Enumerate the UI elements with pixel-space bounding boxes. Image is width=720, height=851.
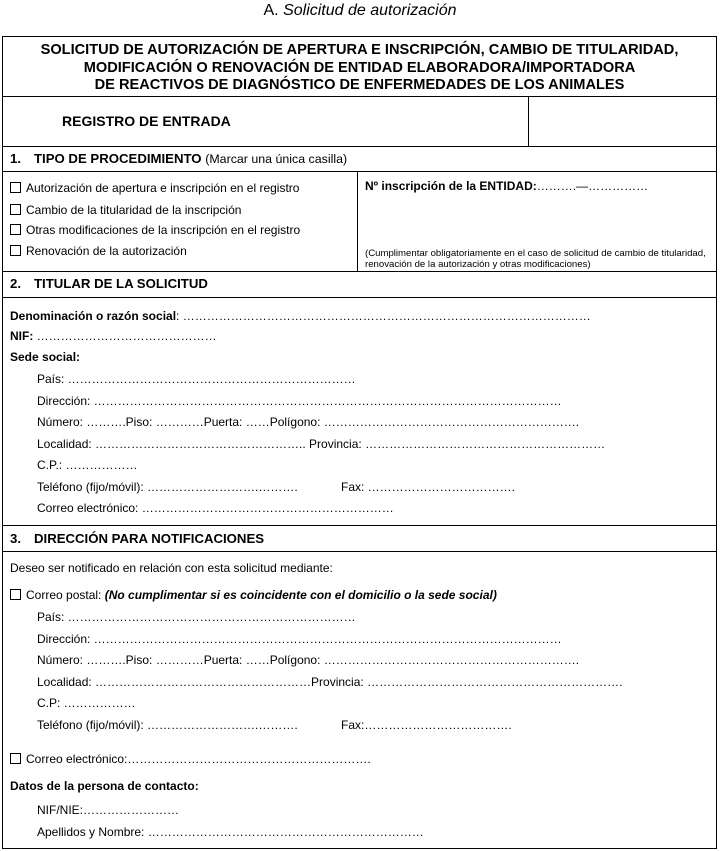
section2-header <box>10 276 208 291</box>
option-correo-electronico[interactable] <box>10 752 371 766</box>
form-title-line-2: MODIFICACIÓN O RENOVACIÓN DE ENTIDAD ELABORADORA/IMPORTADORA <box>83 59 636 76</box>
inscripcion-field[interactable] <box>365 179 648 193</box>
inscripcion-note-line-2: renovación de la autorización y otras modificaciones) <box>365 259 591 270</box>
inscripcion-note <box>365 248 706 270</box>
postal-label: Correo postal: <box>26 588 102 602</box>
section2-title: TITULAR DE LA SOLICITUD <box>34 276 208 291</box>
section3-title: DIRECCIÓN PARA NOTIFICACIONES <box>34 531 265 546</box>
sede-fax-field[interactable]: Fax: ………………………………. <box>341 480 516 494</box>
option-renovacion[interactable] <box>10 244 187 258</box>
divider <box>2 171 717 172</box>
header-prefix: A. <box>263 2 279 19</box>
checkbox[interactable] <box>10 224 21 235</box>
email-label: Correo electrónico:……………………………………………………. <box>26 752 371 766</box>
notif-telefono-field[interactable]: Teléfono (fijo/móvil): ……………………….………. <box>37 718 298 732</box>
section3-header <box>10 531 264 546</box>
page-header <box>0 2 720 20</box>
contacto-nif-field[interactable]: NIF/NIE:…………………… <box>37 803 180 817</box>
sede-localidad-field[interactable]: Localidad: …………………………………………….. Provincia: …………………………………………………… <box>37 437 606 451</box>
registro-divider <box>528 96 529 146</box>
section1-header <box>10 151 347 166</box>
nif-field[interactable] <box>10 329 217 343</box>
divider <box>2 271 717 272</box>
notif-numero-field[interactable]: Número: ……….Piso: …………Puerta: ……Polígono: ………………………………………………………. <box>37 653 580 667</box>
sede-numero-field[interactable]: Número: ……….Piso: …………Puerta: ……Polígono: ………………………………………………………. <box>37 415 580 429</box>
notif-direccion-field[interactable]: Dirección: ……………………………………………………………………………………………………… <box>37 632 562 646</box>
sede-telefono-field[interactable]: Teléfono (fijo/móvil): ……………………….………. <box>37 480 298 494</box>
postal-note: (No cumplimentar si es coincidente con el domicilio o la sede social) <box>104 588 497 602</box>
sede-pais-field[interactable]: País: ……………………………………………………………… <box>37 372 356 386</box>
section3-number: 3. <box>10 531 21 546</box>
option-label: Cambio de la titularidad de la inscripción <box>26 203 242 217</box>
inscripcion-value: ……….—…………… <box>536 179 649 193</box>
option-otras-modificaciones[interactable] <box>10 223 300 237</box>
form-title-line-3: DE REACTIVOS DE DIAGNÓSTICO DE ENFERMEDADES DE LOS ANIMALES <box>94 77 625 93</box>
registro-label: REGISTRO DE ENTRADA <box>62 113 231 129</box>
checkbox[interactable] <box>10 753 21 764</box>
divider <box>2 146 717 147</box>
option-cambio-titularidad[interactable] <box>10 203 241 217</box>
contacto-label: Datos de la persona de contacto: <box>10 779 199 793</box>
divider <box>2 551 717 552</box>
notificacion-intro: Deseo ser notificado en relación con esta solicitud mediante: <box>10 561 333 575</box>
divider <box>2 525 717 526</box>
section1-number: 1. <box>10 151 21 166</box>
nif-label: NIF: <box>10 329 34 343</box>
option-apertura[interactable] <box>10 181 299 195</box>
divider <box>2 297 717 298</box>
sede-direccion-field[interactable]: Dirección: ……………………………………………………………………………………………………… <box>37 394 562 408</box>
notif-localidad-field[interactable]: Localidad: ………………………………………………Provincia: ………………………………………………………. <box>37 675 623 689</box>
denominacion-value: : ………………………………………………………………………………………… <box>176 309 591 323</box>
form-title <box>2 42 717 95</box>
inscripcion-label: Nº inscripción de la ENTIDAD: <box>365 179 537 193</box>
sede-cp-field[interactable]: C.P.: ……………… <box>37 458 138 472</box>
notif-fax-field[interactable]: Fax:………………………………. <box>341 718 512 732</box>
section1-note: (Marcar una única casilla) <box>205 152 348 166</box>
nif-value: ……………………………………… <box>33 329 217 343</box>
denominacion-label: Denominación o razón social <box>10 309 177 323</box>
checkbox[interactable] <box>10 245 21 256</box>
form-title-line-1: SOLICITUD DE AUTORIZACIÓN DE APERTURA E INSCRIPCIÓN, CAMBIO DE TITULARIDAD, <box>40 42 679 58</box>
denominacion-field[interactable] <box>10 309 591 323</box>
registro-stamp-box[interactable] <box>530 97 716 145</box>
checkbox[interactable] <box>10 204 21 215</box>
inscripcion-note-line-1: (Cumplimentar obligatoriamente en el caso de solicitud de cambio de titularidad, <box>365 248 706 259</box>
header-title: Solicitud de autorización <box>283 2 457 19</box>
sede-correo-field[interactable]: Correo electrónico: ……………………………………………………… <box>37 501 394 515</box>
option-label: Otras modificaciones de la inscripción en el registro <box>26 223 301 237</box>
notif-cp-field[interactable]: C.P: ……………… <box>37 696 136 710</box>
option-correo-postal[interactable] <box>10 588 497 602</box>
section2-number: 2. <box>10 276 21 291</box>
sede-label: Sede social: <box>10 350 81 364</box>
section1-column-divider <box>357 171 358 271</box>
checkbox[interactable] <box>10 589 21 600</box>
checkbox[interactable] <box>10 182 21 193</box>
notif-pais-field[interactable]: País: ……………………………………………………………… <box>37 610 356 624</box>
option-label: Autorización de apertura e inscripción en el registro <box>26 181 300 195</box>
option-label: Renovación de la autorización <box>26 244 187 258</box>
contacto-nombre-field[interactable]: Apellidos y Nombre: …………………………………………………………… <box>37 825 424 839</box>
section1-title: TIPO DE PROCEDIMIENTO <box>34 151 202 166</box>
